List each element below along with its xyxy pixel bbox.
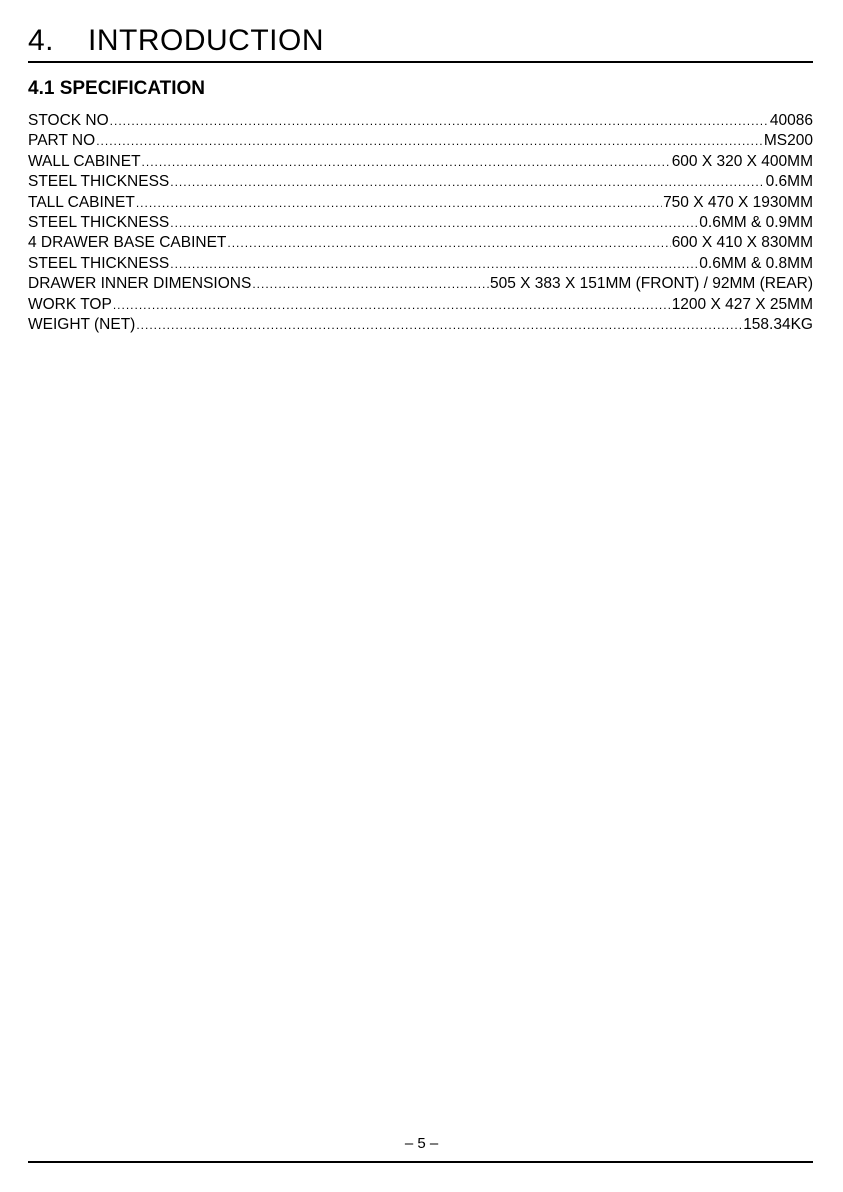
spec-value: 1200 X 427 X 25MM [671,295,813,313]
spec-value: 0.6MM & 0.9MM [699,213,813,231]
spec-value: 750 X 470 X 1930MM [663,193,813,211]
spec-label: WALL CABINET [28,152,141,170]
spec-value: 40086 [769,112,813,129]
spec-value: 600 X 410 X 830MM [671,234,813,252]
spec-value: 0.6MM [765,173,813,191]
spec-label: TALL CABINET [28,193,135,211]
dot-leader [110,111,769,131]
spec-row-base-steel-thickness [28,254,813,274]
heading-divider [28,61,813,63]
spec-value: 0.6MM & 0.8MM [699,254,813,272]
spec-row-part-no [28,131,813,151]
dot-leader [227,233,670,253]
chapter-title: INTRODUCTION [88,24,324,57]
footer-divider [28,1161,813,1163]
dot-leader [170,172,764,192]
chapter-number: 4. [28,24,55,57]
spec-label: WEIGHT (NET) [28,315,136,333]
spec-label: STEEL THICKNESS [28,173,170,191]
spec-row-base-cabinet [28,233,813,253]
dot-leader [252,274,489,294]
spec-label: WORK TOP [28,295,112,313]
spec-label: 4 DRAWER BASE CABINET [28,234,227,252]
spec-row-tall-cabinet [28,193,813,213]
spec-row-work-top [28,295,813,315]
page-number: – 5 – [404,1135,439,1152]
spec-label: DRAWER INNER DIMENSIONS [28,275,252,293]
dot-leader [142,152,671,172]
spec-value: 600 X 320 X 400MM [671,152,813,170]
spec-value: 158.34KG [743,315,813,333]
spec-value: MS200 [763,132,813,150]
spec-row-drawer-inner-dimensions [28,274,813,294]
spec-row-weight-net [28,315,813,335]
dot-leader [170,213,698,233]
spec-row-stock-no [28,111,813,131]
dot-leader [113,295,671,315]
page-heading [28,24,324,58]
dot-leader [170,254,698,274]
spec-row-wall-steel-thickness [28,172,813,192]
spec-label: STOCK NO [28,112,109,129]
specification-list [28,111,813,335]
dot-leader [136,193,662,213]
dot-leader [96,131,763,151]
spec-label: STEEL THICKNESS [28,213,170,231]
spec-label: PART NO [28,132,96,150]
spec-label: STEEL THICKNESS [28,254,170,272]
spec-row-wall-cabinet [28,152,813,172]
spec-row-tall-steel-thickness [28,213,813,233]
section-title: 4.1 SPECIFICATION [28,78,206,99]
dot-leader [136,315,742,335]
spec-value: 505 X 383 X 151MM (FRONT) / 92MM (REAR) [490,275,813,293]
